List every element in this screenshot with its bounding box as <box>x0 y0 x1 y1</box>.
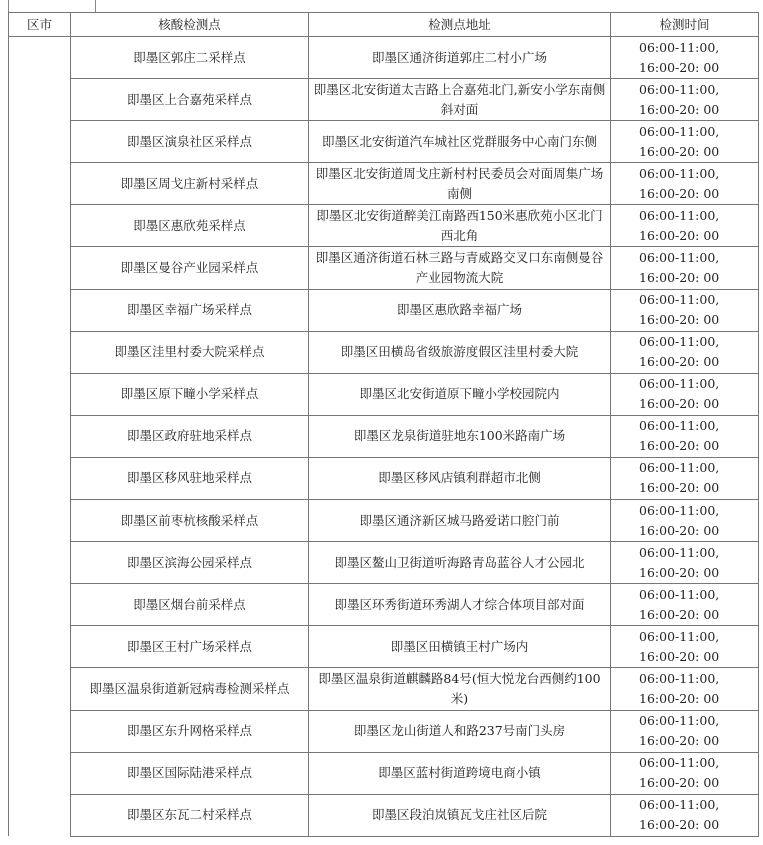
table-row <box>9 37 759 79</box>
table-header-row <box>9 13 759 37</box>
site-name-cell: 即墨区东升网格采样点 <box>71 710 309 752</box>
site-address-cell: 即墨区移风店镇利群超市北侧 <box>309 457 611 499</box>
site-address-cell: 即墨区环秀街道环秀湖人才综合体项目部对面 <box>309 584 611 626</box>
test-time-cell <box>611 752 759 794</box>
site-name-cell: 即墨区前枣杭核酸采样点 <box>71 500 309 542</box>
time-morning: 06:00-11:00, <box>639 376 720 392</box>
test-time-cell <box>611 584 759 626</box>
time-afternoon: 16:00-20: 00 <box>639 438 720 454</box>
table-row <box>9 247 759 289</box>
table-row <box>9 415 759 457</box>
test-time-cell <box>611 626 759 668</box>
header-address: 检测点地址 <box>309 13 611 37</box>
previous-page-edge <box>8 0 96 12</box>
time-afternoon: 16:00-20: 00 <box>639 396 720 412</box>
test-time-cell <box>611 331 759 373</box>
site-address-cell: 即墨区惠欣路幸福广场 <box>309 289 611 331</box>
site-address-cell: 即墨区通济街道郭庄二村小广场 <box>309 37 611 79</box>
time-afternoon: 16:00-20: 00 <box>639 606 720 622</box>
site-name-cell: 即墨区惠欣苑采样点 <box>71 205 309 247</box>
test-time-cell <box>611 415 759 457</box>
test-time-cell <box>611 500 759 542</box>
test-time-cell <box>611 289 759 331</box>
site-name-cell: 即墨区郭庄二采样点 <box>71 37 309 79</box>
time-afternoon: 16:00-20: 00 <box>639 185 720 201</box>
time-morning: 06:00-11:00, <box>639 334 720 350</box>
time-morning: 06:00-11:00, <box>639 797 720 813</box>
time-morning: 06:00-11:00, <box>639 39 720 55</box>
table-row <box>9 584 759 626</box>
table-row <box>9 457 759 499</box>
time-morning: 06:00-11:00, <box>639 250 720 266</box>
test-time-cell <box>611 542 759 584</box>
site-address-cell: 即墨区北安街道汽车城社区党群服务中心南门东侧 <box>309 121 611 163</box>
nucleic-acid-test-sites-table <box>8 12 759 837</box>
site-name-cell: 即墨区东瓦二村采样点 <box>71 794 309 836</box>
table-row <box>9 373 759 415</box>
site-address-cell: 即墨区北安街道醉美江南路西150米惠欣苑小区北门西北角 <box>309 205 611 247</box>
test-time-cell <box>611 121 759 163</box>
time-morning: 06:00-11:00, <box>639 713 720 729</box>
header-time: 检测时间 <box>611 13 759 37</box>
test-time-cell <box>611 247 759 289</box>
time-morning: 06:00-11:00, <box>639 165 720 181</box>
header-site: 核酸检测点 <box>71 13 309 37</box>
table-row <box>9 205 759 247</box>
site-name-cell: 即墨区国际陆港采样点 <box>71 752 309 794</box>
time-morning: 06:00-11:00, <box>639 755 720 771</box>
region-cell <box>9 37 71 837</box>
time-morning: 06:00-11:00, <box>639 292 720 308</box>
time-morning: 06:00-11:00, <box>639 123 720 139</box>
site-address-cell: 即墨区田横镇王村广场内 <box>309 626 611 668</box>
site-name-cell: 即墨区移风驻地采样点 <box>71 457 309 499</box>
header-region: 区市 <box>9 13 71 37</box>
time-afternoon: 16:00-20: 00 <box>639 522 720 538</box>
time-afternoon: 16:00-20: 00 <box>639 690 720 706</box>
site-address-cell: 即墨区蓝村街道跨境电商小镇 <box>309 752 611 794</box>
time-afternoon: 16:00-20: 00 <box>639 733 720 749</box>
time-morning: 06:00-11:00, <box>639 502 720 518</box>
site-address-cell: 即墨区通济新区城马路爱诺口腔门前 <box>309 500 611 542</box>
time-afternoon: 16:00-20: 00 <box>639 59 720 75</box>
site-address-cell: 即墨区田横岛省级旅游度假区洼里村委大院 <box>309 331 611 373</box>
test-time-cell <box>611 79 759 121</box>
time-afternoon: 16:00-20: 00 <box>639 143 720 159</box>
time-afternoon: 16:00-20: 00 <box>639 817 720 833</box>
site-name-cell: 即墨区洼里村委大院采样点 <box>71 331 309 373</box>
time-morning: 06:00-11:00, <box>639 81 720 97</box>
site-address-cell: 即墨区北安街道原下疃小学校园院内 <box>309 373 611 415</box>
time-morning: 06:00-11:00, <box>639 460 720 476</box>
table-row <box>9 710 759 752</box>
test-time-cell <box>611 794 759 836</box>
table-row <box>9 542 759 584</box>
time-morning: 06:00-11:00, <box>639 670 720 686</box>
table-row <box>9 794 759 836</box>
site-name-cell: 即墨区原下疃小学采样点 <box>71 373 309 415</box>
time-afternoon: 16:00-20: 00 <box>639 227 720 243</box>
time-morning: 06:00-11:00, <box>639 586 720 602</box>
test-time-cell <box>611 37 759 79</box>
site-address-cell: 即墨区龙山街道人和路237号南门头房 <box>309 710 611 752</box>
time-morning: 06:00-11:00, <box>639 418 720 434</box>
site-name-cell: 即墨区幸福广场采样点 <box>71 289 309 331</box>
site-address-cell: 即墨区鳌山卫街道听海路青岛蓝谷人才公园北 <box>309 542 611 584</box>
table-row <box>9 500 759 542</box>
time-afternoon: 16:00-20: 00 <box>639 101 720 117</box>
table-row <box>9 626 759 668</box>
site-address-cell: 即墨区北安街道周戈庄新村村民委员会对面周集广场南侧 <box>309 163 611 205</box>
site-address-cell: 即墨区段泊岚镇瓦戈庄社区后院 <box>309 794 611 836</box>
table-body <box>9 37 759 837</box>
test-time-cell <box>611 373 759 415</box>
site-address-cell: 即墨区北安街道太吉路上合嘉苑北门,新安小学东南侧斜对面 <box>309 79 611 121</box>
test-time-cell <box>611 205 759 247</box>
table-row <box>9 331 759 373</box>
site-name-cell: 即墨区烟台前采样点 <box>71 584 309 626</box>
site-address-cell: 即墨区龙泉街道驻地东100米路南广场 <box>309 415 611 457</box>
site-name-cell: 即墨区王村广场采样点 <box>71 626 309 668</box>
site-name-cell: 即墨区上合嘉苑采样点 <box>71 79 309 121</box>
test-time-cell <box>611 457 759 499</box>
test-time-cell <box>611 163 759 205</box>
time-afternoon: 16:00-20: 00 <box>639 564 720 580</box>
table-row <box>9 752 759 794</box>
site-name-cell: 即墨区周戈庄新村采样点 <box>71 163 309 205</box>
table-row <box>9 79 759 121</box>
time-afternoon: 16:00-20: 00 <box>639 312 720 328</box>
table-row <box>9 289 759 331</box>
time-afternoon: 16:00-20: 00 <box>639 354 720 370</box>
site-name-cell: 即墨区温泉街道新冠病毒检测采样点 <box>71 668 309 710</box>
table-row <box>9 121 759 163</box>
site-name-cell: 即墨区曼谷产业园采样点 <box>71 247 309 289</box>
time-morning: 06:00-11:00, <box>639 628 720 644</box>
time-morning: 06:00-11:00, <box>639 544 720 560</box>
time-morning: 06:00-11:00, <box>639 207 720 223</box>
site-name-cell: 即墨区演泉社区采样点 <box>71 121 309 163</box>
time-afternoon: 16:00-20: 00 <box>639 480 720 496</box>
site-name-cell: 即墨区滨海公园采样点 <box>71 542 309 584</box>
site-address-cell: 即墨区温泉街道麒麟路84号(恒大悦龙台西侧约100米) <box>309 668 611 710</box>
time-afternoon: 16:00-20: 00 <box>639 775 720 791</box>
time-afternoon: 16:00-20: 00 <box>639 648 720 664</box>
time-afternoon: 16:00-20: 00 <box>639 270 720 286</box>
site-name-cell: 即墨区政府驻地采样点 <box>71 415 309 457</box>
table-row <box>9 163 759 205</box>
test-time-cell <box>611 710 759 752</box>
test-time-cell <box>611 668 759 710</box>
site-address-cell: 即墨区通济街道石林三路与青威路交叉口东南侧曼谷产业园物流大院 <box>309 247 611 289</box>
table-row <box>9 668 759 710</box>
